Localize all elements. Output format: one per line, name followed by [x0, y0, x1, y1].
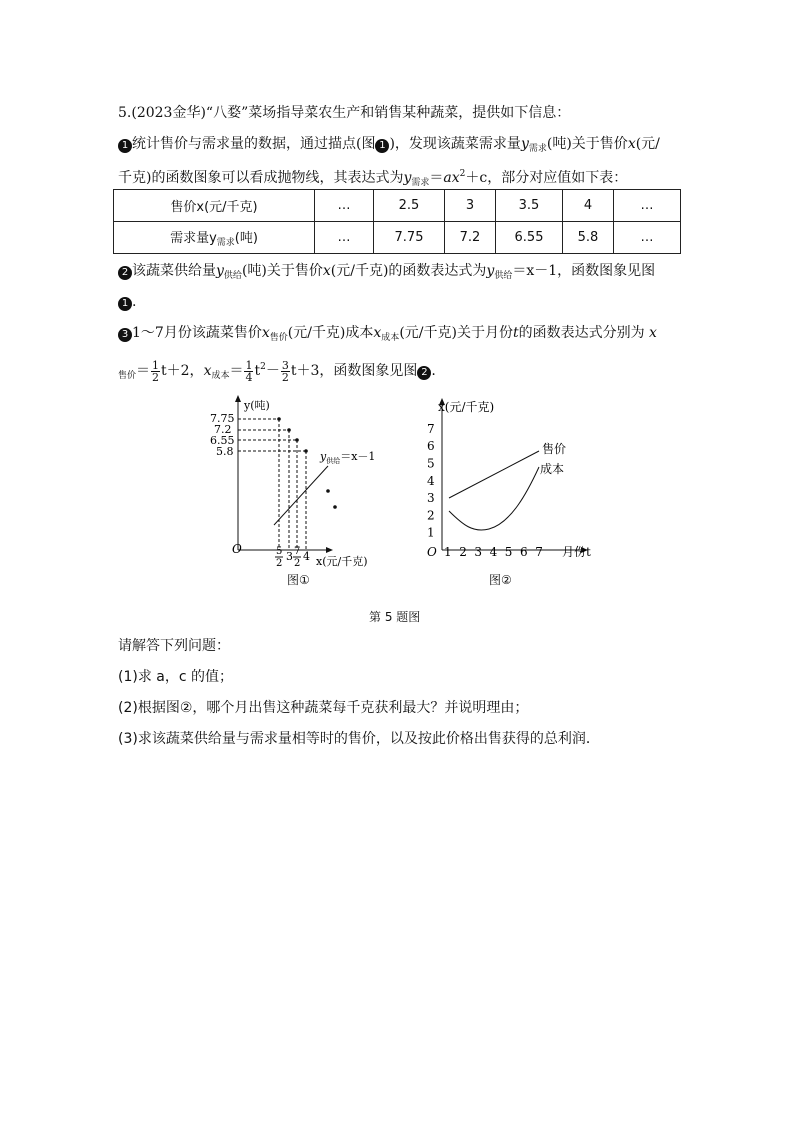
value-table [113, 189, 681, 254]
table-row [114, 190, 681, 222]
fig1-xtick: 7 [294, 546, 301, 557]
table-cell: 7.2 [445, 222, 496, 254]
table-cell: 7.75 [374, 222, 445, 254]
row-header-demand: 需求量$y_{需求}$(吨) [114, 222, 315, 254]
fig2-ytick: 6 [427, 439, 435, 454]
fig1-ytick: 7.2 [214, 423, 232, 436]
fig2-cost-curve [449, 467, 539, 530]
fig1-point [287, 428, 291, 432]
fig1-point [326, 489, 330, 493]
fig2-y-label: x(元/千克) [438, 400, 495, 414]
figure-caption: 第 5 题图 [369, 610, 421, 624]
figure-1 [200, 393, 400, 593]
fig1-point [277, 417, 281, 421]
fig2-xtick: 4 [489, 545, 498, 559]
question-3: (3)求该蔬菜供给量与需求量相等时的售价，以及按此价格出售获得的总利润． [118, 731, 600, 747]
fig1-y-label: y(吨) [244, 399, 270, 412]
question-2: (2)根据图②，哪个月出售这种蔬菜每千克获利最大？并说明理由； [118, 700, 529, 716]
fig2-xtick: 6 [520, 545, 528, 559]
fig2-xtick: 3 [474, 545, 483, 559]
fig2-label-price: 售价 [542, 442, 567, 456]
fig1-ytick: 7.75 [210, 412, 235, 425]
table-cell: 6.55 [496, 222, 563, 254]
fraction-3-2: $\frac{3}{2}$ [281, 358, 289, 384]
fig1-x-label: x(元/千克) [316, 555, 368, 568]
fraction-1-4: $\frac{1}{4}$ [245, 358, 253, 384]
fig2-caption: 图② [489, 573, 512, 587]
fig2-yticks [427, 422, 435, 540]
fig1-xtick: 3 [286, 550, 293, 563]
fig2-xtick: 2 [459, 545, 467, 559]
fig1-ytick: 6.55 [210, 434, 235, 447]
fig2-xtick: 1 [444, 545, 452, 559]
table-cell: … [614, 222, 681, 254]
row-header-price: 售价x(元/千克) [114, 190, 315, 222]
table-cell: 3.5 [496, 190, 563, 222]
fig1-xtick: 2 [294, 558, 301, 569]
fig2-label-cost: 成本 [540, 462, 565, 476]
problem-title: 5.(2023金华)“八婺”菜场指导菜农生产和销售某种蔬菜，提供如下信息： [118, 105, 571, 121]
info2-line2: 1 . [118, 292, 136, 312]
fig1-y-arrow [235, 395, 241, 402]
table-cell: 2.5 [374, 190, 445, 222]
fig2-ytick: 3 [427, 491, 435, 506]
fig2-xticks [444, 545, 543, 559]
fig1-point [295, 438, 299, 442]
fig2-price-line [449, 451, 539, 498]
circled-number-1-ref: 1 [375, 139, 389, 153]
info3-line1: 3 1～7月份该蔬菜售价$x_{售价}$(元/千克)成本$x_{成本}$(元/千克)关于月份t的函数表达式分别为 x [118, 323, 657, 348]
circled-number-2-ref: 2 [417, 366, 431, 380]
circled-number-1: 1 [118, 139, 132, 153]
info3-line2: $_{售价}$＝ $\frac{1}{2}$ t＋2，$x_{成本}=$ $\frac{1}{4}$ $t^2-$ $\frac{3}{2}$ t＋3，函数图象见图 2 . [118, 358, 436, 384]
fig2-x-label: 月份t [562, 545, 591, 559]
table-cell: 3 [445, 190, 496, 222]
fig2-xtick: 5 [504, 545, 513, 559]
circled-number-2: 2 [118, 266, 132, 280]
table-cell: 4 [563, 190, 614, 222]
info1-line1: 1 统计售价与需求量的数据，通过描点(图 1 )，发现该蔬菜需求量$y_{需求}$(吨)关于售价x(元/ [118, 134, 660, 159]
fig2-ytick: 7 [427, 421, 435, 436]
info1-line2: 千克)的函数图象可以看成抛物线，其表达式为$y_{需求}=ax^2+c$，部分对应值如下表： [118, 169, 628, 188]
fig1-caption: 图① [287, 573, 310, 587]
table-cell: … [315, 190, 374, 222]
fig2-ytick: 4 [427, 473, 435, 488]
fig2-xtick: 7 [535, 545, 543, 559]
fraction-1-2: $\frac{1}{2}$ [152, 358, 160, 384]
fig1-origin: O [232, 542, 242, 556]
table-row [114, 222, 681, 254]
fig2-origin: O [427, 545, 437, 559]
fig2-ytick: 2 [427, 508, 435, 523]
circled-number-1-ref2: 1 [118, 297, 132, 311]
fig1-xtick: 5 [276, 546, 283, 557]
fig1-x-arrow [326, 547, 333, 553]
table-cell: 5.8 [563, 222, 614, 254]
fig1-supply-line [274, 466, 328, 525]
info2-line1: 2 该蔬菜供给量$y_{供给}$(吨)关于售价x(元/千克)的函数表达式为$y_{供给}=x-1$，函数图象见图 [118, 261, 655, 286]
questions-intro: 请解答下列问题： [118, 638, 230, 654]
figure-2 [415, 393, 605, 568]
table-cell: … [614, 190, 681, 222]
fig2-ytick: 5 [427, 456, 435, 471]
circled-number-3: 3 [118, 328, 132, 342]
fig2-ytick: 1 [427, 525, 435, 540]
fig1-point [304, 449, 308, 453]
fig1-point [333, 505, 337, 509]
fig1-line-label: $y_{供给}=x-1$ [320, 450, 376, 465]
fig1-xtick: 4 [303, 550, 310, 563]
question-1: (1)求 a，c 的值； [118, 669, 234, 685]
fig1-ytick: 5.8 [216, 445, 234, 458]
table-cell: … [315, 222, 374, 254]
fig1-xtick: 2 [276, 558, 283, 569]
